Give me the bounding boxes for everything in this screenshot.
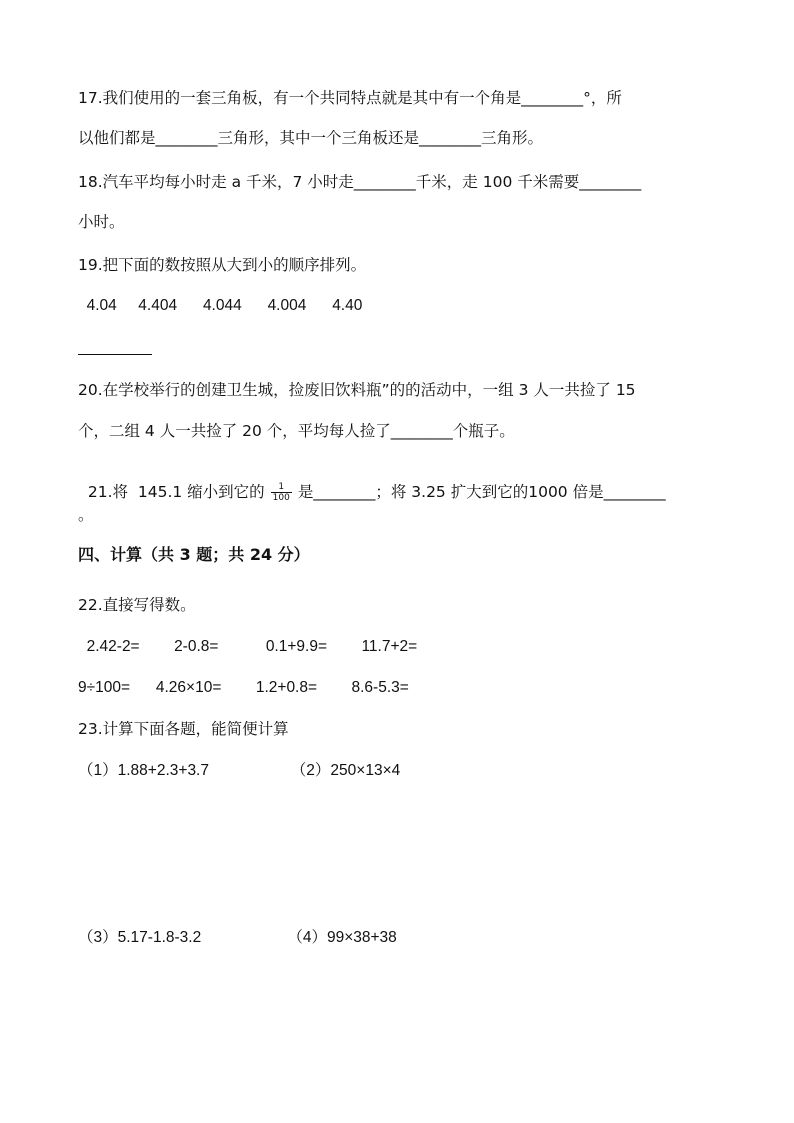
q18-line1: 18.汽车平均每小时走 a 千米，7 小时走________千米，走 100 千米需要________ [78, 173, 642, 191]
q17-line1: 17.我们使用的一套三角板，有一个共同特点就是其中有一个角是________°，所 [78, 89, 622, 107]
fraction-denominator: 100 [272, 493, 290, 503]
q17-line2: 以他们都是________三角形，其中一个三角板还是________三角形。 [78, 129, 544, 147]
q19-answer-line [78, 354, 152, 355]
q19-prompt: 19.把下面的数按照从大到小的顺序排列。 [78, 256, 367, 274]
q21-line1 [78, 462, 666, 503]
q20-line2: 个，二组 4 人一共捡了 20 个，平均每人捡了________个瓶子。 [78, 422, 515, 440]
q22-row2: 9÷100= 4.26×10= 1.2+0.8= 8.6-5.3= [78, 679, 409, 696]
q19-numbers: 4.04 4.404 4.044 4.004 4.40 [78, 297, 363, 314]
q23-row2: （3）5.17-1.8-3.2 （4）99×38+38 [78, 929, 397, 946]
q23-prompt: 23.计算下面各题，能简便计算 [78, 720, 289, 738]
q22-row1: 2.42-2= 2-0.8= 0.1+9.9= 11.7+2= [78, 638, 418, 655]
q22-prompt: 22.直接写得数。 [78, 596, 196, 614]
q20-line1: 20.在学校举行的创建卫生城，捡废旧饮料瓶”的的活动中，一组 3 人一共捡了 15 [78, 381, 636, 399]
fraction-numerator: 1 [271, 482, 292, 493]
q23-row1: （1）1.88+2.3+3.7 （2）250×13×4 [78, 762, 401, 779]
q18-line2: 小时。 [78, 213, 125, 231]
q21-line2: 。 [78, 506, 94, 524]
q21-part1: 21.将 145.1 缩小到它的 [87, 483, 265, 501]
section4-title: 四、计算（共 3 题；共 24 分） [78, 545, 310, 564]
q21-part2: 是________；将 3.25 扩大到它的1000 倍是________ [297, 483, 666, 501]
fraction-one-hundredth [271, 482, 292, 503]
